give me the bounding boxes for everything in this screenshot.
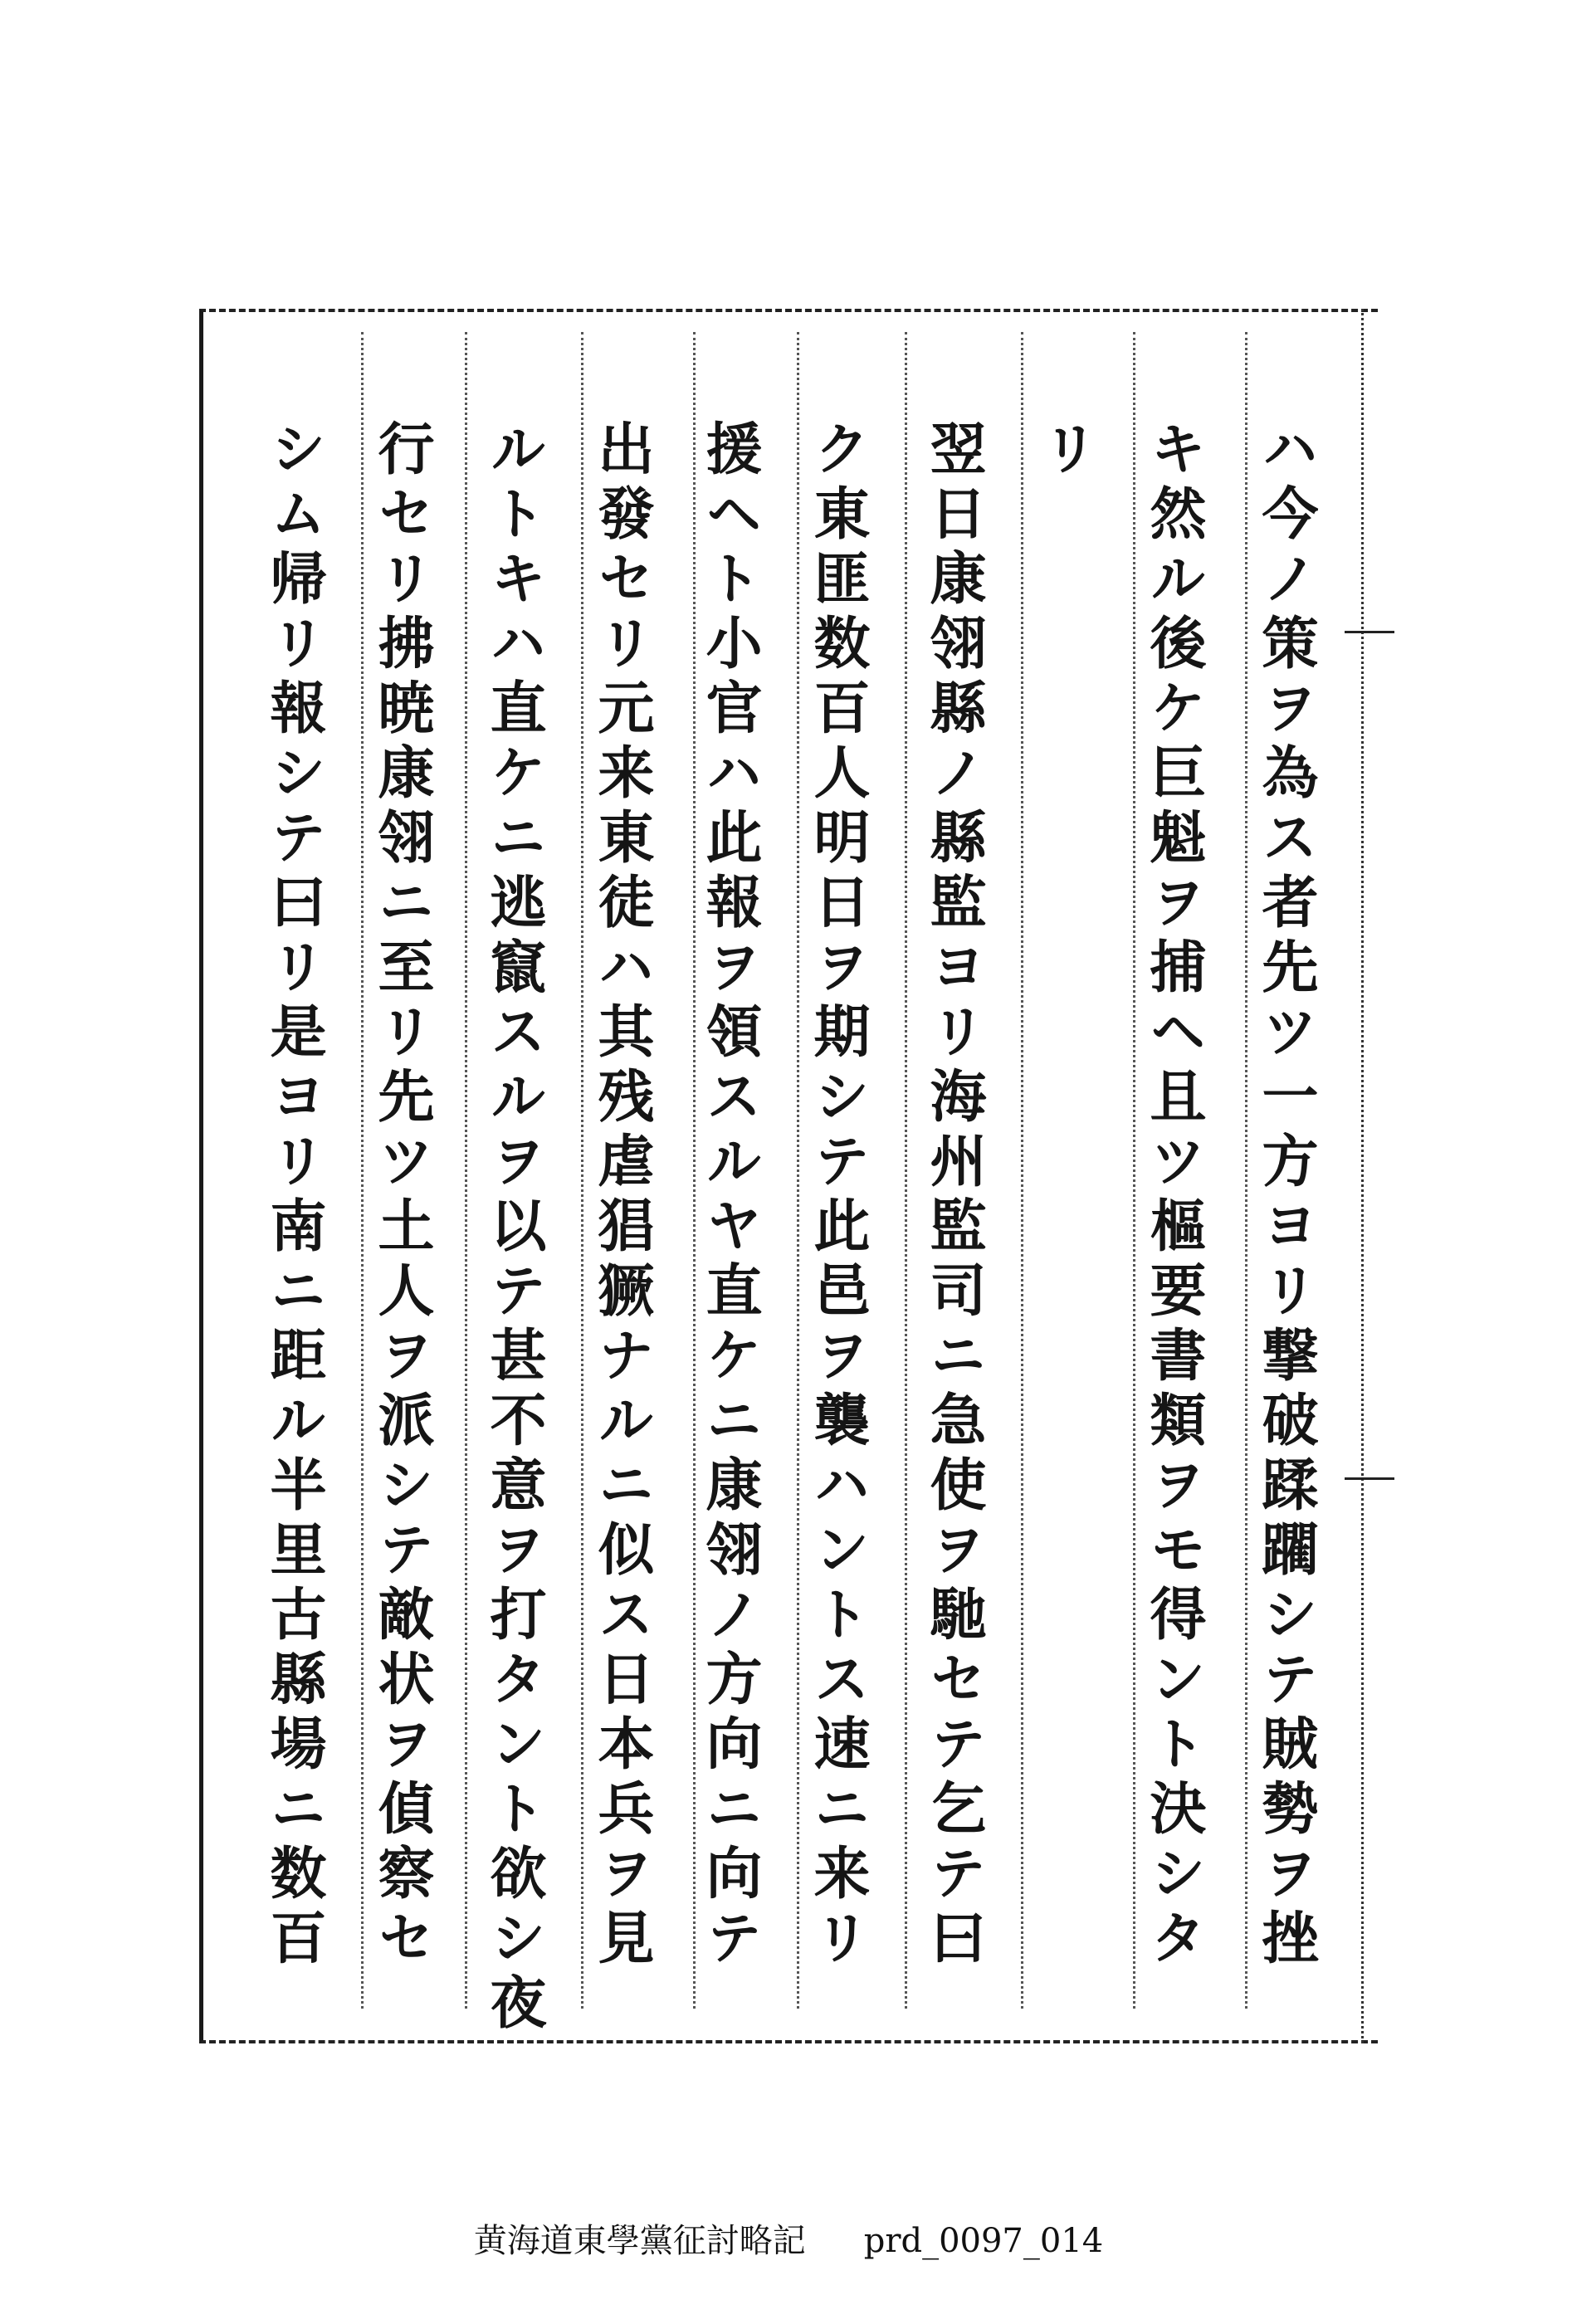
text-column-3: リ [1033,419,1099,484]
margin-tick [1345,631,1394,633]
text-column-7: 出發セリ元来東徒ハ其残虐猖獗ナルニ似ス日本兵ヲ見 [588,419,655,1973]
column-rule [361,332,364,2009]
text-column-9: 行セリ拂暁康翎ニ至リ先ツ土人ヲ派シテ敵状ヲ偵察セ [369,419,435,1973]
column-rule [693,332,696,2009]
text-column-10: シム帰リ報シテ曰リ是ヨリ南ニ距ル半里古縣場ニ数百 [261,419,327,1973]
column-rule [581,332,583,2009]
column-rule [905,332,907,2009]
column-rule [797,332,799,2009]
text-column-8: ルトキハ直ケニ逃竄スルヲ以テ甚不意ヲ打タント欲シ夜 [481,419,547,2038]
column-rule [1245,332,1247,2009]
text-column-6: 援ヘト小官ハ此報ヲ領スルヤ直ケニ康翎ノ方向ニ向テ [696,419,763,1973]
frame-right-edge [1361,309,1364,2043]
page-footer [0,2214,1577,2262]
column-rule [465,332,467,2009]
text-column-4: 翌日康翎縣ノ縣監ヨリ海州監司ニ急使ヲ馳セテ乞テ曰 [920,419,987,1973]
document-title: 黄海道東學黨征討略記 [473,2222,806,2260]
column-rule [1133,332,1135,2009]
page-identifier: prd_0097_014 [863,2222,1104,2260]
margin-tick [1345,1477,1394,1480]
text-column-1: ハ今ノ策ヲ為ス者先ツ一方ヨリ撃破蹂躙シテ賊勢ヲ挫 [1252,419,1319,1973]
column-rule [1021,332,1023,2009]
text-column-5: ク東匪数百人明日ヲ期シテ此邑ヲ襲ハントス速ニ来リ [804,419,871,1973]
text-column-2: キ然ル後ケ巨魁ヲ捕ヘ且ツ樞要書類ヲモ得ント決シタ [1140,419,1207,1973]
